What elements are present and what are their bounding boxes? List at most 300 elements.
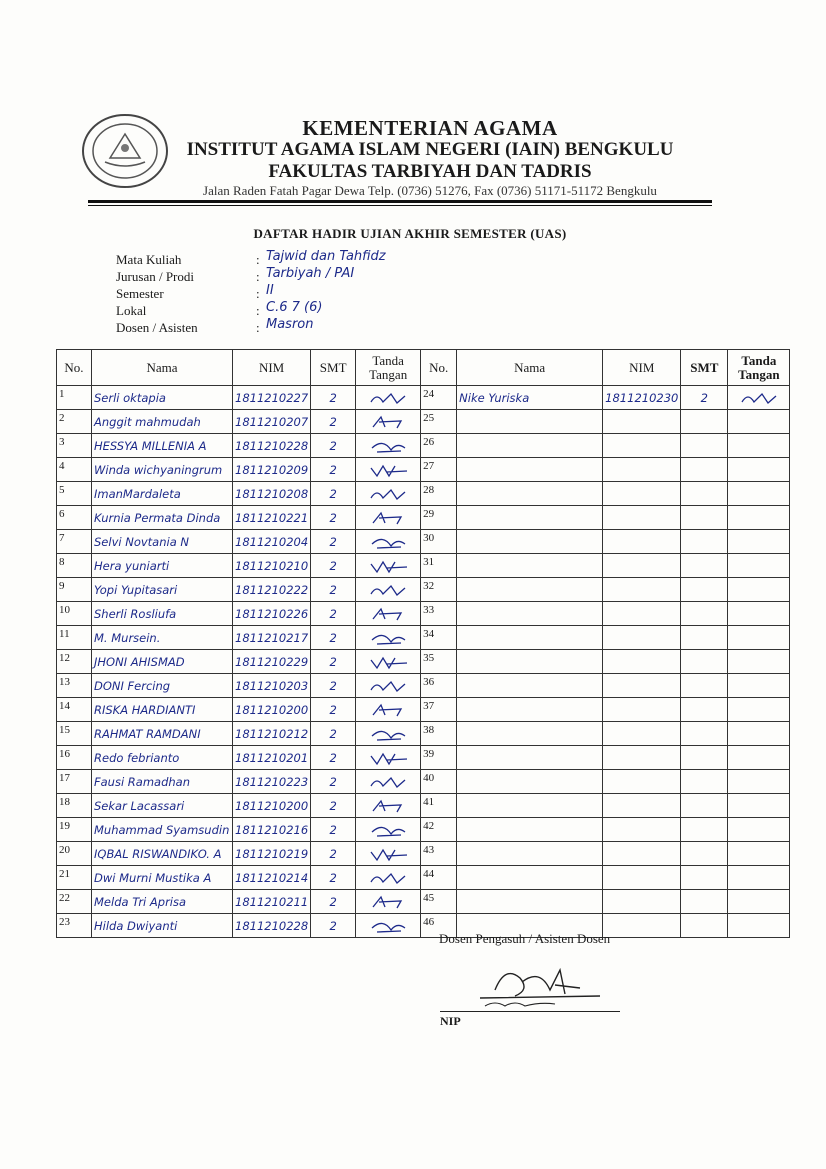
row-smt-2: [681, 554, 728, 578]
faculty-heading: FAKULTAS TARBIYAH DAN TADRIS: [268, 161, 592, 182]
row-signature: [356, 770, 421, 794]
row-smt-2: [681, 866, 728, 890]
row-signature: [356, 794, 421, 818]
info-label: Dosen / Asisten: [116, 320, 198, 335]
row-no: 5: [57, 482, 92, 506]
table-row: [57, 626, 790, 650]
row-nim: 1811210209: [233, 458, 311, 482]
row-no-2: 32: [421, 578, 457, 602]
info-colon: :: [256, 303, 260, 318]
row-nim-2: [603, 698, 681, 722]
row-nama-2: [457, 650, 603, 674]
row-nama-2: [457, 458, 603, 482]
row-signature: [356, 698, 421, 722]
signature-mark: [367, 726, 409, 742]
row-nim: 1811210214: [233, 866, 311, 890]
signature-mark: [367, 606, 409, 622]
row-no-2: 27: [421, 458, 457, 482]
row-smt-2: [681, 722, 728, 746]
info-value: Tarbiyah / PAI: [266, 266, 355, 281]
row-nama-2: [457, 746, 603, 770]
row-nama: Anggit mahmudah: [92, 410, 233, 434]
row-signature: [356, 482, 421, 506]
row-nim: 1811210210: [233, 554, 311, 578]
row-nama: IQBAL RISWANDIKO. A: [92, 842, 233, 866]
row-no: 22: [57, 890, 92, 914]
table-row: [57, 818, 790, 842]
row-nama-2: [457, 698, 603, 722]
signature-mark: [367, 654, 409, 670]
row-signature: [356, 506, 421, 530]
row-nim-2: [603, 434, 681, 458]
row-nama: Yopi Yupitasari: [92, 578, 233, 602]
row-smt: 2: [311, 506, 356, 530]
row-smt-2: [681, 506, 728, 530]
row-smt: 2: [311, 914, 356, 938]
row-nim: 1811210228: [233, 914, 311, 938]
row-smt: 2: [311, 890, 356, 914]
info-label: Lokal: [116, 303, 147, 318]
row-signature: [356, 866, 421, 890]
row-signature-2: [728, 626, 790, 650]
row-signature-2: [728, 818, 790, 842]
row-nama-2: [457, 722, 603, 746]
row-smt-2: [681, 434, 728, 458]
row-signature: [356, 410, 421, 434]
row-smt: 2: [311, 698, 356, 722]
row-nama: Hera yuniarti: [92, 554, 233, 578]
row-nim: 1811210204: [233, 530, 311, 554]
signature-mark: [367, 894, 409, 910]
row-nim-2: [603, 794, 681, 818]
row-nim-2: 1811210230: [603, 386, 681, 410]
row-smt-2: [681, 746, 728, 770]
table-row: [57, 602, 790, 626]
row-nama-2: [457, 482, 603, 506]
row-smt-2: [681, 578, 728, 602]
table-row: [57, 770, 790, 794]
row-no-2: 24: [421, 386, 457, 410]
row-nama-2: [457, 434, 603, 458]
row-nim-2: [603, 650, 681, 674]
row-no-2: 38: [421, 722, 457, 746]
row-signature: [356, 602, 421, 626]
row-nim: 1811210207: [233, 410, 311, 434]
row-nama: Serli oktapia: [92, 386, 233, 410]
row-signature-2: [728, 482, 790, 506]
row-nama: Sekar Lacassari: [92, 794, 233, 818]
row-no: 2: [57, 410, 92, 434]
row-no: 12: [57, 650, 92, 674]
row-no-2: 29: [421, 506, 457, 530]
row-signature-2: [728, 650, 790, 674]
row-signature: [356, 554, 421, 578]
row-smt-2: [681, 650, 728, 674]
row-signature: [356, 722, 421, 746]
row-no-2: 34: [421, 626, 457, 650]
row-nama: Hilda Dwiyanti: [92, 914, 233, 938]
row-nama: Redo febrianto: [92, 746, 233, 770]
info-value: C.6 7 (6): [266, 300, 323, 315]
row-signature: [356, 674, 421, 698]
row-smt: 2: [311, 482, 356, 506]
row-smt: 2: [311, 626, 356, 650]
row-smt-2: [681, 602, 728, 626]
row-nama: DONI Fercing: [92, 674, 233, 698]
iain-logo-icon: [80, 112, 170, 190]
row-no-2: 45: [421, 890, 457, 914]
row-smt-2: [681, 626, 728, 650]
row-smt: 2: [311, 722, 356, 746]
col-nim-2: NIM: [603, 350, 681, 386]
table-row: [57, 458, 790, 482]
table-row: [57, 674, 790, 698]
row-signature: [356, 578, 421, 602]
lecturer-label: Dosen Pengasuh / Asisten Dosen: [439, 931, 611, 946]
lecturer-signature: [460, 960, 610, 1010]
row-nama-2: [457, 866, 603, 890]
table-row: [57, 554, 790, 578]
row-signature: [356, 386, 421, 410]
row-nim-2: [603, 530, 681, 554]
row-nama-2: [457, 602, 603, 626]
row-nim-2: [603, 746, 681, 770]
attendance-table: [56, 349, 790, 938]
row-smt-2: [681, 770, 728, 794]
col-nim: NIM: [233, 350, 311, 386]
row-nim-2: [603, 602, 681, 626]
row-signature-2: [728, 386, 790, 410]
row-smt: 2: [311, 866, 356, 890]
table-row: [57, 890, 790, 914]
row-nim: 1811210226: [233, 602, 311, 626]
row-nim-2: [603, 410, 681, 434]
row-signature: [356, 842, 421, 866]
table-row: [57, 794, 790, 818]
row-no-2: 43: [421, 842, 457, 866]
col-smt: SMT: [311, 350, 356, 386]
row-nama: JHONI AHISMAD: [92, 650, 233, 674]
row-signature: [356, 626, 421, 650]
row-nama-2: [457, 626, 603, 650]
row-signature: [356, 890, 421, 914]
signature-mark: [367, 870, 409, 886]
col-nama: Nama: [92, 350, 233, 386]
row-no: 8: [57, 554, 92, 578]
row-no: 7: [57, 530, 92, 554]
row-smt: 2: [311, 842, 356, 866]
table-row: [57, 434, 790, 458]
row-signature-2: [728, 434, 790, 458]
signature-mark: [367, 534, 409, 550]
col-no: No.: [57, 350, 92, 386]
row-no-2: 33: [421, 602, 457, 626]
signature-mark: [367, 486, 409, 502]
signature-mark: [367, 390, 409, 406]
row-nim: 1811210200: [233, 698, 311, 722]
col-ttd-2: Tanda Tangan: [728, 350, 790, 386]
row-signature-2: [728, 506, 790, 530]
row-signature: [356, 458, 421, 482]
row-no: 6: [57, 506, 92, 530]
signature-mark: [367, 462, 409, 478]
row-no-2: 30: [421, 530, 457, 554]
row-nim: 1811210228: [233, 434, 311, 458]
row-nim-2: [603, 866, 681, 890]
row-smt: 2: [311, 746, 356, 770]
row-smt-2: [681, 698, 728, 722]
table-row: [57, 842, 790, 866]
row-nama-2: [457, 410, 603, 434]
row-nim-2: [603, 818, 681, 842]
nip-line: [440, 1011, 620, 1012]
row-nama: ImanMardaleta: [92, 482, 233, 506]
row-nim-2: [603, 626, 681, 650]
table-row: [57, 914, 790, 938]
row-nama-2: [457, 818, 603, 842]
row-nama: RAHMAT RAMDANI: [92, 722, 233, 746]
row-nim: 1811210211: [233, 890, 311, 914]
info-value: II: [266, 283, 274, 298]
col-nama-2: Nama: [457, 350, 603, 386]
table-row: [57, 866, 790, 890]
row-no-2: 39: [421, 746, 457, 770]
row-smt-2: [681, 482, 728, 506]
row-no-2: 35: [421, 650, 457, 674]
col-smt-2: SMT: [681, 350, 728, 386]
signature-mark: [367, 750, 409, 766]
row-nama: Sherli Rosliufa: [92, 602, 233, 626]
col-ttd: Tanda Tangan: [356, 350, 421, 386]
row-nim-2: [603, 578, 681, 602]
row-nim: 1811210203: [233, 674, 311, 698]
table-row: [57, 722, 790, 746]
row-nim: 1811210229: [233, 650, 311, 674]
row-nama: Winda wichyaningrum: [92, 458, 233, 482]
row-nim: 1811210200: [233, 794, 311, 818]
table-row: [57, 746, 790, 770]
row-nama-2: [457, 890, 603, 914]
row-smt: 2: [311, 818, 356, 842]
row-nim: 1811210221: [233, 506, 311, 530]
row-nim-2: [603, 770, 681, 794]
info-colon: :: [256, 269, 260, 284]
row-smt-2: [681, 674, 728, 698]
row-nama: M. Mursein.: [92, 626, 233, 650]
table-row: [57, 482, 790, 506]
row-nim: 1811210219: [233, 842, 311, 866]
row-smt: 2: [311, 770, 356, 794]
info-value: Tajwid dan Tahfidz: [266, 249, 386, 264]
info-label: Jurusan / Prodi: [116, 269, 194, 284]
header-divider-thin: [88, 205, 712, 206]
row-no: 11: [57, 626, 92, 650]
row-smt: 2: [311, 794, 356, 818]
row-no-2: 26: [421, 434, 457, 458]
row-no: 10: [57, 602, 92, 626]
row-signature: [356, 914, 421, 938]
row-no: 23: [57, 914, 92, 938]
row-signature-2: [728, 890, 790, 914]
row-no-2: 36: [421, 674, 457, 698]
row-signature: [356, 746, 421, 770]
row-smt-2: [681, 458, 728, 482]
row-smt: 2: [311, 554, 356, 578]
row-nama-2: [457, 794, 603, 818]
signature-mark: [367, 822, 409, 838]
row-signature-2: [728, 866, 790, 890]
row-no-2: 25: [421, 410, 457, 434]
row-nim: 1811210227: [233, 386, 311, 410]
row-signature: [356, 650, 421, 674]
signature-mark: [367, 702, 409, 718]
col-no-2: No.: [421, 350, 457, 386]
row-signature-2: [728, 674, 790, 698]
signature-mark: [367, 582, 409, 598]
row-signature-2: [728, 530, 790, 554]
row-no: 16: [57, 746, 92, 770]
row-smt: 2: [311, 410, 356, 434]
row-smt-2: [681, 890, 728, 914]
row-nim-2: [603, 554, 681, 578]
row-smt: 2: [311, 386, 356, 410]
row-no: 1: [57, 386, 92, 410]
row-no: 17: [57, 770, 92, 794]
row-nim-2: [603, 674, 681, 698]
signature-mark: [367, 558, 409, 574]
row-smt: 2: [311, 530, 356, 554]
row-smt-2: [681, 914, 728, 938]
row-no: 3: [57, 434, 92, 458]
row-smt-2: [681, 530, 728, 554]
nip-label: NIP: [440, 1014, 461, 1028]
row-no: 9: [57, 578, 92, 602]
info-label: Semester: [116, 286, 164, 301]
row-nama: Selvi Novtania N: [92, 530, 233, 554]
table-row: [57, 650, 790, 674]
table-row: [57, 386, 790, 410]
row-nama-2: [457, 554, 603, 578]
signature-mark: [367, 918, 409, 934]
table-row: [57, 506, 790, 530]
row-smt: 2: [311, 602, 356, 626]
row-signature-2: [728, 410, 790, 434]
ministry-heading: KEMENTERIAN AGAMA: [302, 116, 558, 140]
row-signature-2: [728, 554, 790, 578]
row-no-2: 37: [421, 698, 457, 722]
signature-mark: [738, 390, 780, 406]
signature-mark: [367, 438, 409, 454]
signature-mark: [367, 774, 409, 790]
signature-mark: [367, 414, 409, 430]
row-no-2: 44: [421, 866, 457, 890]
row-smt: 2: [311, 434, 356, 458]
row-nim: 1811210223: [233, 770, 311, 794]
row-nama-2: [457, 506, 603, 530]
row-no: 15: [57, 722, 92, 746]
row-smt-2: [681, 818, 728, 842]
row-no-2: 28: [421, 482, 457, 506]
institute-heading: INSTITUT AGAMA ISLAM NEGERI (IAIN) BENGKULU: [186, 139, 674, 160]
row-nama-2: [457, 530, 603, 554]
row-signature-2: [728, 602, 790, 626]
signature-mark: [367, 678, 409, 694]
row-nim-2: [603, 482, 681, 506]
row-smt-2: [681, 794, 728, 818]
row-signature-2: [728, 698, 790, 722]
row-signature: [356, 530, 421, 554]
row-no-2: 31: [421, 554, 457, 578]
signature-mark: [367, 630, 409, 646]
row-nim: 1811210212: [233, 722, 311, 746]
row-no: 21: [57, 866, 92, 890]
table-row: [57, 578, 790, 602]
row-no: 14: [57, 698, 92, 722]
row-signature-2: [728, 746, 790, 770]
row-no: 18: [57, 794, 92, 818]
row-nim-2: [603, 458, 681, 482]
row-nim-2: [603, 890, 681, 914]
row-signature-2: [728, 842, 790, 866]
row-signature-2: [728, 914, 790, 938]
header-divider: [88, 200, 712, 203]
signature-mark: [367, 798, 409, 814]
row-smt-2: [681, 410, 728, 434]
row-smt: 2: [311, 578, 356, 602]
row-nim: 1811210217: [233, 626, 311, 650]
row-no: 13: [57, 674, 92, 698]
row-nim: 1811210216: [233, 818, 311, 842]
row-nama: RISKA HARDIANTI: [92, 698, 233, 722]
row-nim-2: [603, 842, 681, 866]
row-smt: 2: [311, 650, 356, 674]
info-colon: :: [256, 252, 260, 267]
info-label: Mata Kuliah: [116, 252, 182, 267]
row-nim-2: [603, 506, 681, 530]
row-nama: Fausi Ramadhan: [92, 770, 233, 794]
table-row: [57, 410, 790, 434]
row-no: 4: [57, 458, 92, 482]
row-nim-2: [603, 914, 681, 938]
row-signature-2: [728, 770, 790, 794]
row-smt: 2: [311, 458, 356, 482]
row-nama: Dwi Murni Mustika A: [92, 866, 233, 890]
row-nim: 1811210201: [233, 746, 311, 770]
row-nim: 1811210222: [233, 578, 311, 602]
row-nim: 1811210208: [233, 482, 311, 506]
row-smt-2: 2: [681, 386, 728, 410]
info-colon: :: [256, 286, 260, 301]
row-nama: HESSYA MILLENIA A: [92, 434, 233, 458]
row-signature-2: [728, 578, 790, 602]
info-colon: :: [256, 320, 260, 335]
row-no: 19: [57, 818, 92, 842]
row-nama-2: [457, 842, 603, 866]
row-nama-2: [457, 674, 603, 698]
row-nama: Muhammad Syamsudin: [92, 818, 233, 842]
row-no-2: 40: [421, 770, 457, 794]
table-header-row: [57, 350, 790, 386]
info-value: Masron: [266, 317, 314, 332]
row-signature: [356, 818, 421, 842]
row-nama: Kurnia Permata Dinda: [92, 506, 233, 530]
row-nama-2: [457, 578, 603, 602]
row-nim-2: [603, 722, 681, 746]
document-title: DAFTAR HADIR UJIAN AKHIR SEMESTER (UAS): [253, 226, 567, 241]
signature-mark: [367, 510, 409, 526]
row-signature-2: [728, 458, 790, 482]
row-smt: 2: [311, 674, 356, 698]
